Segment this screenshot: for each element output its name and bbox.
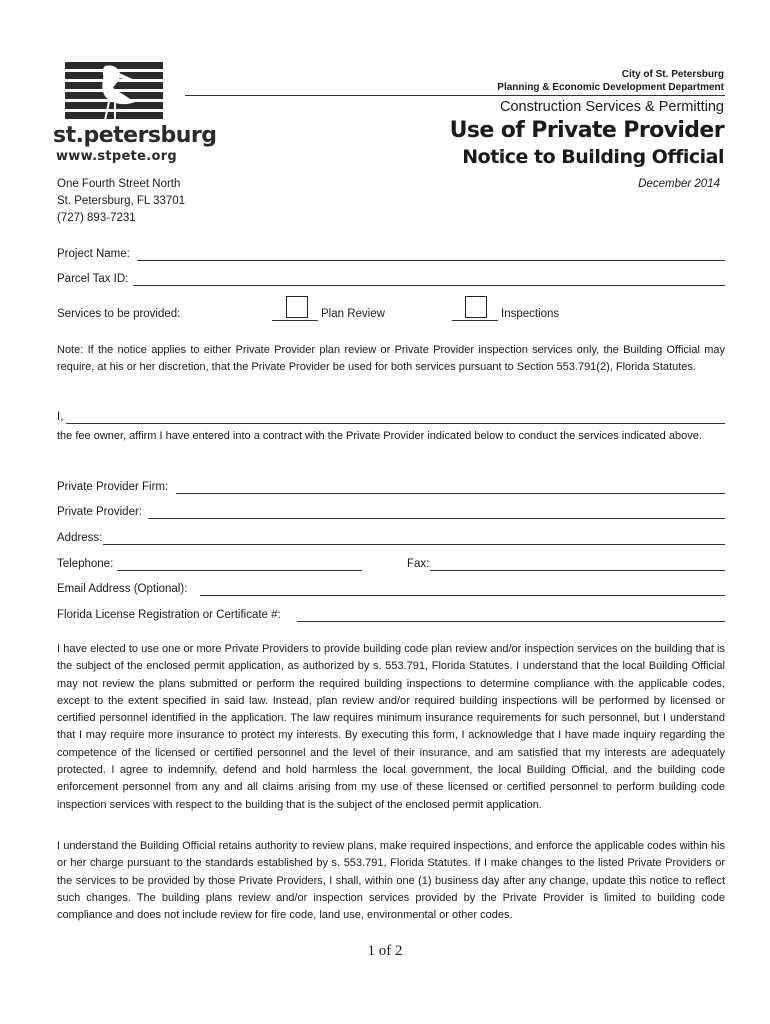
firm-label: Private Provider Firm: [57, 481, 169, 493]
email-field[interactable] [200, 595, 725, 596]
page-title: Use of Private Provider [449, 118, 724, 143]
services-label: Services to be provided: [57, 308, 181, 320]
telephone-label: Telephone: [57, 558, 114, 570]
address-line2: St. Petersburg, FL 33701 [57, 195, 186, 207]
firm-field[interactable] [176, 493, 725, 494]
affirm-paragraph: the fee owner, affirm I have entered into a contract with the Private Provider indicated below to conduct the services indicated above. [57, 430, 702, 442]
address-line1: One Fourth Street North [57, 178, 181, 190]
project-name-label: Project Name: [57, 248, 130, 260]
authority-paragraph: I understand the Building Official retains authority to review plans, make required inspections, and enforce the applicable codes within his or her charge pursuant to the standards established by s. 553.791, Florida Statutes. If I make changes to the listed Private Providers or the services to be provided by those Private Providers, I shall, within one (1) business day after any change, update this notice to reflect such changes. The building plans review and/or inspection services provided by the Private Provider is limited to building code compliance and does not include review for fire code, land use, environmental or other codes. [57, 840, 725, 922]
owner-label: I, [57, 411, 64, 423]
logo-name: st.petersburg [53, 123, 217, 148]
election-paragraph: I have elected to use one or more Private Providers to provide building code plan review and/or inspection services on the building that is the subject of the enclosed permit application, as authorized by s. 553.791, Florida Statutes. I understand that the local Building Official may not review the plans submitted or perform the required building inspections to determine compliance with the applicable codes, except to the extent specified in said law. Instead, plan review and/or required building inspections will be performed by licensed or certified personnel identified in the application. The law requires minimum insurance requirements for such personnel, but I understand that I may require more insurance to protect my interests. By executing this form, I acknowledge that I have made inquiry regarding the competence of the licensed or certified personnel and the level of their insurance, and am satisfied that my interests are adequately protected. I agree to indemnify, defend and hold harmless the local government, the local Building Official, and the building code enforcement personnel from any and all claims arising from my use of these licensed or certified personnel to perform building code inspection services with respect to the building that is the subject of the enclosed permit application. [57, 643, 725, 811]
plan-review-checkbox[interactable] [286, 296, 308, 318]
page-subtitle: Notice to Building Official [462, 146, 724, 168]
logo-url: www.stpete.org [56, 149, 178, 164]
inspections-underline [452, 320, 498, 321]
address-label: Address: [57, 532, 103, 544]
inspections-checkbox[interactable] [465, 296, 487, 318]
license-label: Florida License Registration or Certificate #: [57, 609, 281, 621]
owner-name-field[interactable] [66, 423, 725, 424]
fax-label: Fax: [407, 558, 430, 570]
city-logo-icon [65, 62, 163, 122]
telephone-field[interactable] [117, 570, 362, 571]
header-divider [185, 95, 725, 96]
division-name: Construction Services & Permitting [499, 99, 724, 115]
fax-field[interactable] [430, 570, 725, 571]
license-field[interactable] [297, 621, 725, 622]
plan-review-label: Plan Review [321, 308, 385, 320]
provider-field[interactable] [148, 518, 725, 519]
note-paragraph: Note: If the notice applies to either Private Provider plan review or Private Provider inspection services only, the Building Official may require, at his or her discretion, that the Private Provider be used for both services pursuant to Section 553.791(2), Florida Statutes. [57, 344, 725, 374]
project-name-field[interactable] [137, 260, 725, 261]
form-date: December 2014 [638, 178, 720, 190]
city-name: City of St. Petersburg [621, 69, 724, 80]
department-name: Planning & Economic Development Department [497, 82, 724, 93]
email-label: Email Address (Optional): [57, 583, 188, 595]
address-phone: (727) 893-7231 [57, 212, 136, 224]
page-number: 1 of 2 [367, 943, 403, 959]
plan-review-underline [272, 320, 318, 321]
parcel-tax-id-field[interactable] [133, 285, 725, 286]
inspections-label: Inspections [501, 308, 560, 320]
address-field[interactable] [103, 544, 725, 545]
parcel-tax-id-label: Parcel Tax ID: [57, 273, 129, 285]
provider-label: Private Provider: [57, 506, 143, 518]
